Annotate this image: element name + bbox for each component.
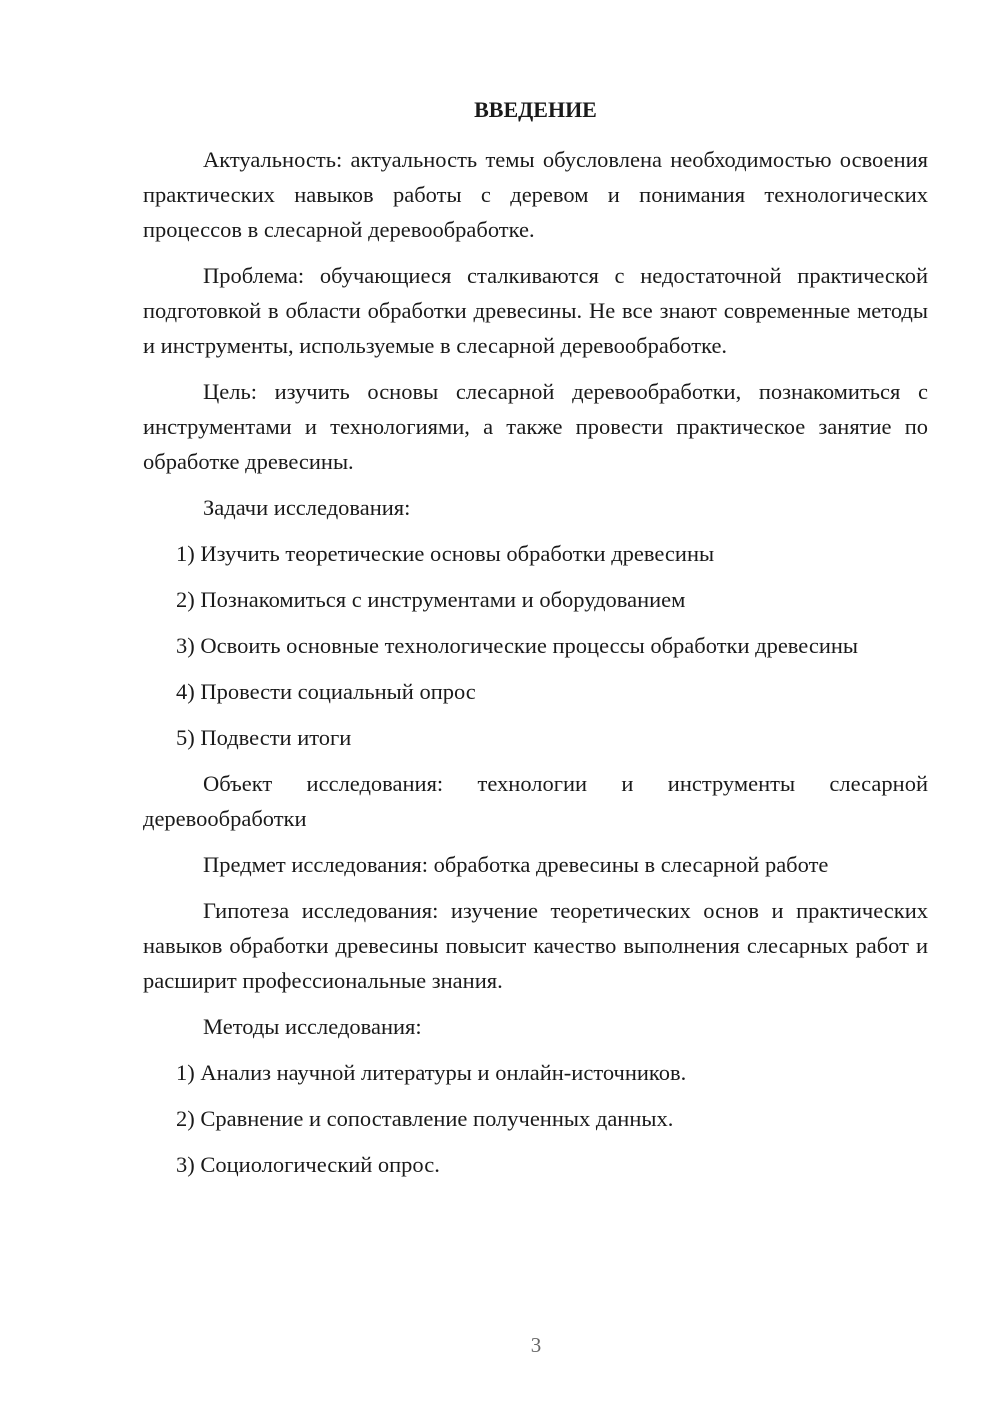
methods-title: Методы исследования: [203,1014,422,1039]
object-paragraph: Объект исследования: технологии и инструменты слесарной деревообработки [143,771,928,831]
list-item: 1) Изучить теоретические основы обработки древесины [176,541,715,566]
list-item: 4) Провести социальный опрос [176,679,476,704]
list-item: 1) Анализ научной литературы и онлайн-источников. [176,1060,687,1085]
list-item: 5) Подвести итоги [176,725,352,750]
list-item: 3) Социологический опрос. [176,1152,440,1177]
page-number: 3 [530,1333,542,1357]
tasks-list [143,536,928,755]
list-item: 2) Сравнение и сопоставление полученных данных. [176,1106,674,1131]
relevance-paragraph: Актуальность: актуальность темы обусловлена необходимостью освоения практических навыков работы с деревом и понимания технологических процессов в слесарной деревообработке. [143,147,928,242]
page-content [143,95,928,1193]
goal-paragraph: Цель: изучить основы слесарной деревообработки, познакомиться с инструментами и технологиями, а также провести практическое занятие по обработке древесины. [143,379,928,474]
list-item: 2) Познакомиться с инструментами и оборудованием [176,587,686,612]
tasks-title: Задачи исследования: [203,495,411,520]
problem-paragraph: Проблема: обучающиеся сталкиваются с недостаточной практической подготовкой в области обработки древесины. Не все знают современные методы и инструменты, используемые в слесарной деревообработке. [143,263,928,358]
hypothesis-paragraph: Гипотеза исследования: изучение теоретических основ и практических навыков обработки древесины повысит качество выполнения слесарных работ и расширит профессиональные знания. [143,898,928,993]
methods-list [143,1055,928,1182]
subject-paragraph: Предмет исследования: обработка древесины в слесарной работе [203,852,829,877]
list-item: 3) Освоить основные технологические процессы обработки древесины [176,633,859,658]
section-heading: ВВЕДЕНИЕ [474,97,597,122]
